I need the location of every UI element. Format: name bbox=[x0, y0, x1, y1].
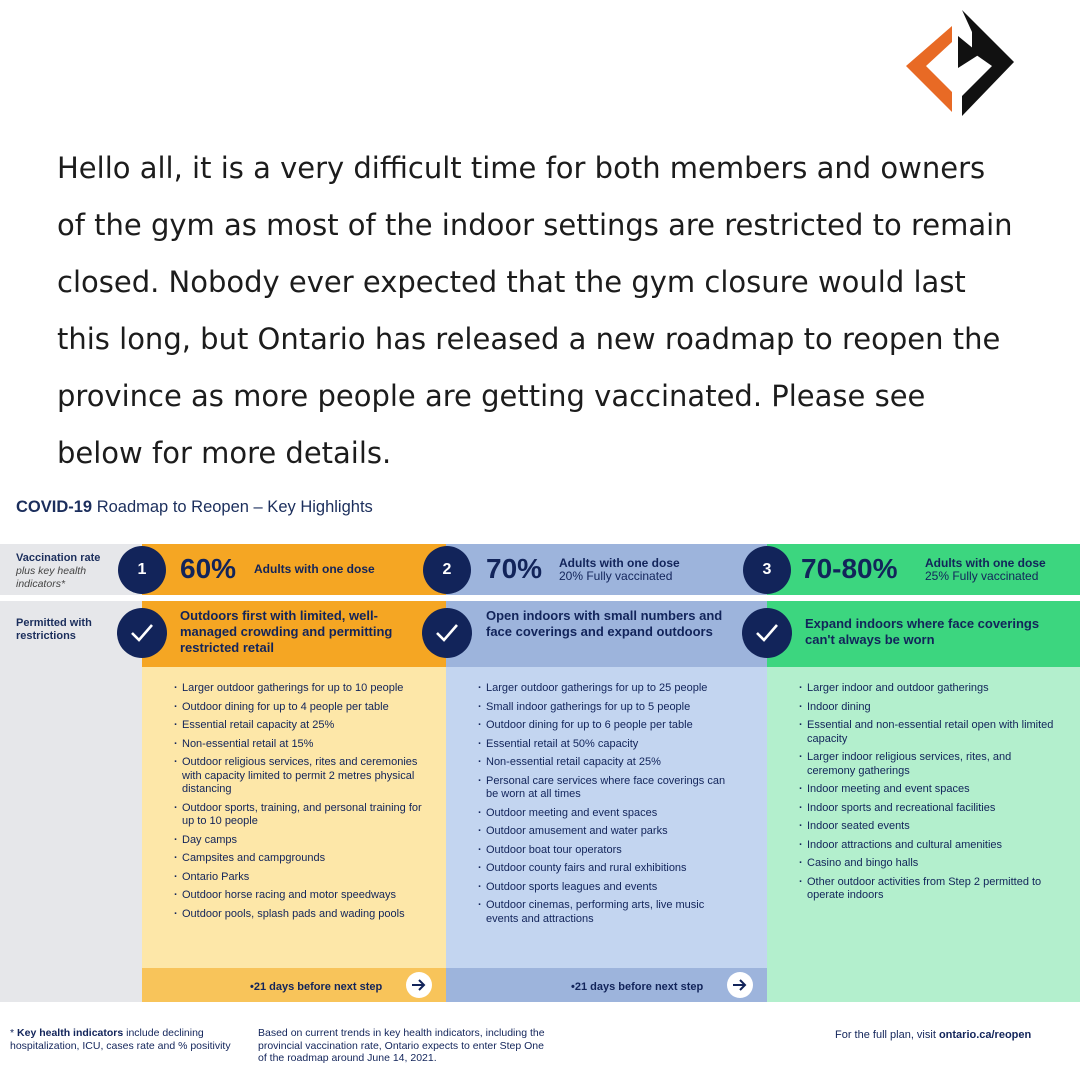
list-item: · Essential and non-essential retail open with limited capacity bbox=[799, 719, 1059, 746]
list-item: · Personal care services where face coverings can be worn at all times bbox=[478, 775, 738, 802]
list-item: · Ontario Parks bbox=[174, 871, 436, 885]
step-3-desc: Adults with one dose 25% Fully vaccinated bbox=[925, 556, 1046, 583]
step-2-desc: Adults with one dose 20% Fully vaccinated bbox=[559, 556, 680, 583]
step-3-number: 3 bbox=[743, 546, 791, 594]
step-1-desc: Adults with one dose bbox=[254, 562, 375, 576]
step-2-next-arrow-icon bbox=[727, 972, 753, 998]
list-item: · Day camps bbox=[174, 834, 436, 848]
list-item: · Larger outdoor gatherings for up to 25 people bbox=[478, 682, 738, 696]
row-label-column bbox=[0, 544, 142, 1002]
step-3-percent: 70-80% bbox=[801, 553, 898, 584]
list-item: · Essential retail at 50% capacity bbox=[478, 738, 738, 752]
list-item: · Other outdoor activities from Step 2 permitted to operate indoors bbox=[799, 876, 1059, 903]
step-2-percent: 70% bbox=[486, 553, 543, 584]
list-item: · Larger outdoor gatherings for up to 10 people bbox=[174, 682, 436, 696]
list-item: · Outdoor pools, splash pads and wading pools bbox=[174, 908, 436, 922]
footnote-full-plan: For the full plan, visit ontario.ca/reopen bbox=[835, 1029, 1032, 1041]
list-item: · Outdoor dining for up to 4 people per table bbox=[174, 701, 436, 715]
step-2-number: 2 bbox=[423, 546, 471, 594]
list-item: · Small indoor gatherings for up to 5 people bbox=[478, 701, 738, 715]
list-item: · Outdoor dining for up to 6 people per table bbox=[478, 719, 738, 733]
roadmap-title bbox=[16, 498, 373, 517]
list-item: · Outdoor amusement and water parks bbox=[478, 825, 738, 839]
brand-logo-icon bbox=[900, 8, 1016, 116]
list-item: · Outdoor county fairs and rural exhibitions bbox=[478, 862, 738, 876]
intro-text: Hello all, it is a very difficult time for both members and owners of the gym as most of the indoor settings are restricted to remain closed. Nobody ever expected that the gym closure would last this long, but Ontario has released a new roadmap to reopen the province as more people are getting vaccinated. Please see below for more details. bbox=[57, 151, 1013, 470]
list-item: · Campsites and campgrounds bbox=[174, 852, 436, 866]
step-1-number: 1 bbox=[118, 546, 166, 594]
list-item: · Indoor sports and recreational facilities bbox=[799, 802, 1059, 816]
step-1-headline: Outdoors first with limited, well-managed crowding and permitting restricted retail bbox=[180, 608, 393, 655]
list-item: · Outdoor cinemas, performing arts, live music events and attractions bbox=[478, 899, 738, 926]
step-3-check-icon bbox=[742, 608, 792, 658]
list-item: · Essential retail capacity at 25% bbox=[174, 719, 436, 733]
step-3-headline: Expand indoors where face coverings can't always be worn bbox=[805, 616, 1040, 647]
list-item: · Indoor seated events bbox=[799, 820, 1059, 834]
step-1-next-step: •21 days before next step bbox=[250, 981, 383, 993]
full-plan-link[interactable]: ontario.ca/reopen bbox=[938, 1029, 1032, 1041]
list-item: · Outdoor meeting and event spaces bbox=[478, 807, 738, 821]
list-item: · Larger indoor religious services, rites, and ceremony gatherings bbox=[799, 751, 1059, 778]
list-item: · Indoor attractions and cultural amenities bbox=[799, 839, 1059, 853]
list-item: · Non-essential retail capacity at 25% bbox=[478, 756, 738, 770]
step-2-next-step: •21 days before next step bbox=[571, 981, 704, 993]
roadmap-title-rest: Roadmap to Reopen – Key Highlights bbox=[92, 498, 373, 516]
list-item: · Outdoor sports, training, and personal training for up to 10 people bbox=[174, 802, 436, 829]
list-item: · Indoor dining bbox=[799, 701, 1059, 715]
step-3-items bbox=[799, 682, 1059, 908]
step-2-items bbox=[478, 682, 738, 931]
step-1-check-icon bbox=[117, 608, 167, 658]
step-1-next-arrow-icon bbox=[406, 972, 432, 998]
list-item: · Outdoor religious services, rites and ceremonies with capacity limited to permit 2 metres physical distancing bbox=[174, 756, 436, 797]
step-2-headline: Open indoors with small numbers and face coverings and expand outdoors bbox=[486, 608, 723, 639]
list-item: · Casino and bingo halls bbox=[799, 857, 1059, 871]
step-1-percent: 60% bbox=[180, 553, 237, 584]
list-item: · Outdoor horse racing and motor speedways bbox=[174, 889, 436, 903]
roadmap-infographic bbox=[0, 476, 1080, 1080]
list-item: · Larger indoor and outdoor gatherings bbox=[799, 682, 1059, 696]
list-item: · Indoor meeting and event spaces bbox=[799, 783, 1059, 797]
intro-paragraph bbox=[57, 140, 1017, 482]
list-item: · Outdoor sports leagues and events bbox=[478, 881, 738, 895]
permitted-label: Permitted with restrictions bbox=[16, 617, 92, 642]
footnote-trend: Based on current trends in key health indicators, including the provincial vaccination rate, Ontario expects to enter Step One of the roadmap around June 14, 2021. bbox=[258, 1027, 545, 1064]
list-item: · Non-essential retail at 15% bbox=[174, 738, 436, 752]
footnote-key-health: * Key health indicators include declining hospitalization, ICU, cases rate and % positivity bbox=[10, 1027, 231, 1052]
vaccination-rate-label: Vaccination rate plus key health indicators* bbox=[16, 552, 101, 590]
step-1-items bbox=[174, 682, 436, 926]
roadmap-title-bold: COVID-19 bbox=[16, 498, 93, 516]
list-item: · Outdoor boat tour operators bbox=[478, 844, 738, 858]
step-2-check-icon bbox=[422, 608, 472, 658]
